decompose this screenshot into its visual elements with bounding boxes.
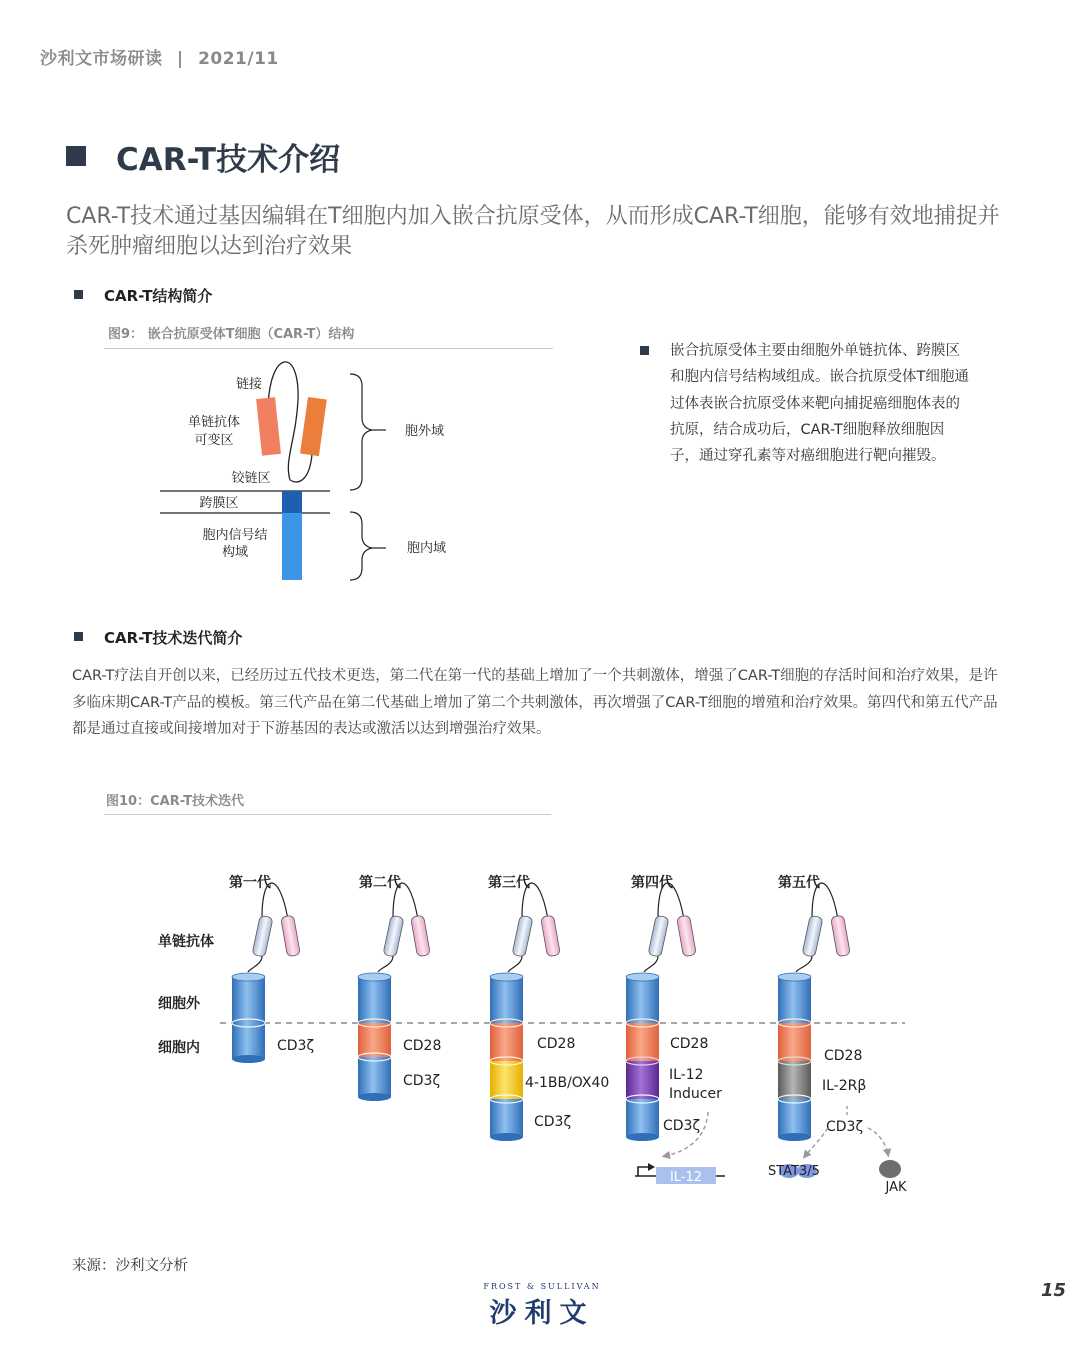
gen4-il12-gene-label: IL-12 xyxy=(669,1170,703,1185)
gen2-receptor xyxy=(358,883,430,1101)
label-signal-line1: 胞内信号结 xyxy=(202,528,268,543)
figure10-caption: 图10：CAR-T技术迭代 xyxy=(106,794,245,809)
iteration-paragraph: CAR-T疗法自开创以来，已经历过五代技术更迭，第二代在第一代的基础上增加了一个共刺激体，增强了CAR-T细胞的存活时间和治疗效果，是许多临床期CAR-T产品的模板。第三代产品在第二代基础上增加了第二个共刺激体，再次增强了CAR-T细胞的增殖和治疗效果。第四代和第五代产品都是通过直接或间接增加对于下游基因的表达或激活以达到增强治疗效果。 xyxy=(72,668,998,737)
gen3-receptor xyxy=(490,883,560,1141)
extracellular-brace xyxy=(350,374,372,490)
label-linker: 链接 xyxy=(235,377,263,392)
section2-heading: CAR-T技术迭代简介 xyxy=(104,629,243,647)
label-hinge: 铰链区 xyxy=(231,471,271,486)
gen3-41bb: 4-1BB/OX40 xyxy=(525,1075,610,1091)
gen4-header: 第四代 xyxy=(631,875,673,891)
gen5-jak-label: JAK xyxy=(885,1180,907,1195)
figure9-caption: 图9： 嵌合抗原受体T细胞（CAR-T）结构 xyxy=(108,327,355,342)
transmembrane-block xyxy=(282,491,302,513)
header-date: 2021/11 xyxy=(198,49,279,69)
row-label-extracellular: 细胞外 xyxy=(158,996,200,1012)
logo-chinese: 沙利文 xyxy=(489,1298,595,1329)
figure9-rule xyxy=(104,348,553,349)
desc-bullet-square-icon xyxy=(640,346,649,355)
gen1-cd3z: CD3ζ xyxy=(277,1038,315,1054)
header-brand: 沙利文市场研读 xyxy=(40,49,163,69)
gen5-header: 第五代 xyxy=(778,875,820,891)
label-signal-line2: 构域 xyxy=(221,545,249,560)
report-header xyxy=(40,44,279,69)
gen4-cd28: CD28 xyxy=(670,1036,709,1052)
logo-english: FROST & SULLIVAN xyxy=(483,1282,601,1291)
lead-text: CAR-T技术通过基因编辑在T细胞内加入嵌合抗原受体，从而形成CAR-T细胞，能够有效地捕捉并杀死肿瘤细胞以达到治疗效果 xyxy=(66,204,1000,259)
header-separator: | xyxy=(176,49,184,69)
gen5-receptor xyxy=(778,883,850,1141)
gen5-cd3z: CD3ζ xyxy=(826,1119,864,1135)
label-scfv-line2: 可变区 xyxy=(194,433,234,448)
gen4-il12-line1: IL-12 xyxy=(669,1067,704,1083)
gen3-header: 第三代 xyxy=(488,875,530,891)
scfv-light-chain xyxy=(256,397,281,456)
intracellular-brace xyxy=(350,512,372,580)
scfv-heavy-chain xyxy=(300,397,327,456)
label-scfv-line1: 单链抗体 xyxy=(187,415,241,430)
label-extracellular: 胞外域 xyxy=(405,424,445,439)
gen1-receptor xyxy=(232,883,300,1063)
car-t-structure-diagram xyxy=(150,360,480,590)
gen5-stat-label: STAT3/5 xyxy=(768,1164,820,1179)
gen4-il12-line2: Inducer xyxy=(669,1086,722,1102)
source-note: 来源：沙利文分析 xyxy=(72,1258,188,1274)
gen5-il2rb: IL-2Rβ xyxy=(822,1078,867,1094)
car-t-generations-diagram xyxy=(150,860,930,1210)
row-label-scfv: 单链抗体 xyxy=(158,934,214,950)
gen1-header: 第一代 xyxy=(229,875,271,891)
gen3-cd28: CD28 xyxy=(537,1036,576,1052)
page-number: 15 xyxy=(1040,1280,1066,1301)
gen5-arrow-jak xyxy=(868,1128,888,1154)
section1-heading: CAR-T结构简介 xyxy=(104,287,213,305)
gen2-header: 第二代 xyxy=(359,875,401,891)
gen3-cd3z: CD3ζ xyxy=(534,1114,572,1130)
page-title: CAR-T技术介绍 xyxy=(116,142,341,178)
gen5-cd28: CD28 xyxy=(824,1048,863,1064)
structure-description: 嵌合抗原受体主要由细胞外单链抗体、跨膜区和胞内信号结构域组成。嵌合抗原受体T细胞通过体表嵌合抗原受体来靶向捕捉癌细胞体表的抗原，结合成功后，CAR-T细胞释放细胞因子，通过穿孔素等对癌细胞进行靶向摧毁。 xyxy=(670,343,969,465)
figure10-rule xyxy=(104,814,551,815)
row-label-intracellular: 细胞内 xyxy=(158,1040,200,1056)
intracellular-block xyxy=(282,513,302,580)
gen4-receptor xyxy=(626,883,696,1141)
bullet-square-icon xyxy=(74,290,83,299)
gen4-cd3z: CD3ζ xyxy=(663,1118,701,1134)
title-square-icon xyxy=(66,146,86,166)
gen2-cd3z: CD3ζ xyxy=(403,1073,441,1089)
label-transmembrane: 跨膜区 xyxy=(199,496,239,511)
hinge-line xyxy=(290,454,312,482)
gen2-cd28: CD28 xyxy=(403,1038,442,1054)
label-intracellular: 胞内域 xyxy=(407,541,447,556)
bullet-square-icon xyxy=(74,632,83,641)
jak-blob xyxy=(879,1160,901,1178)
